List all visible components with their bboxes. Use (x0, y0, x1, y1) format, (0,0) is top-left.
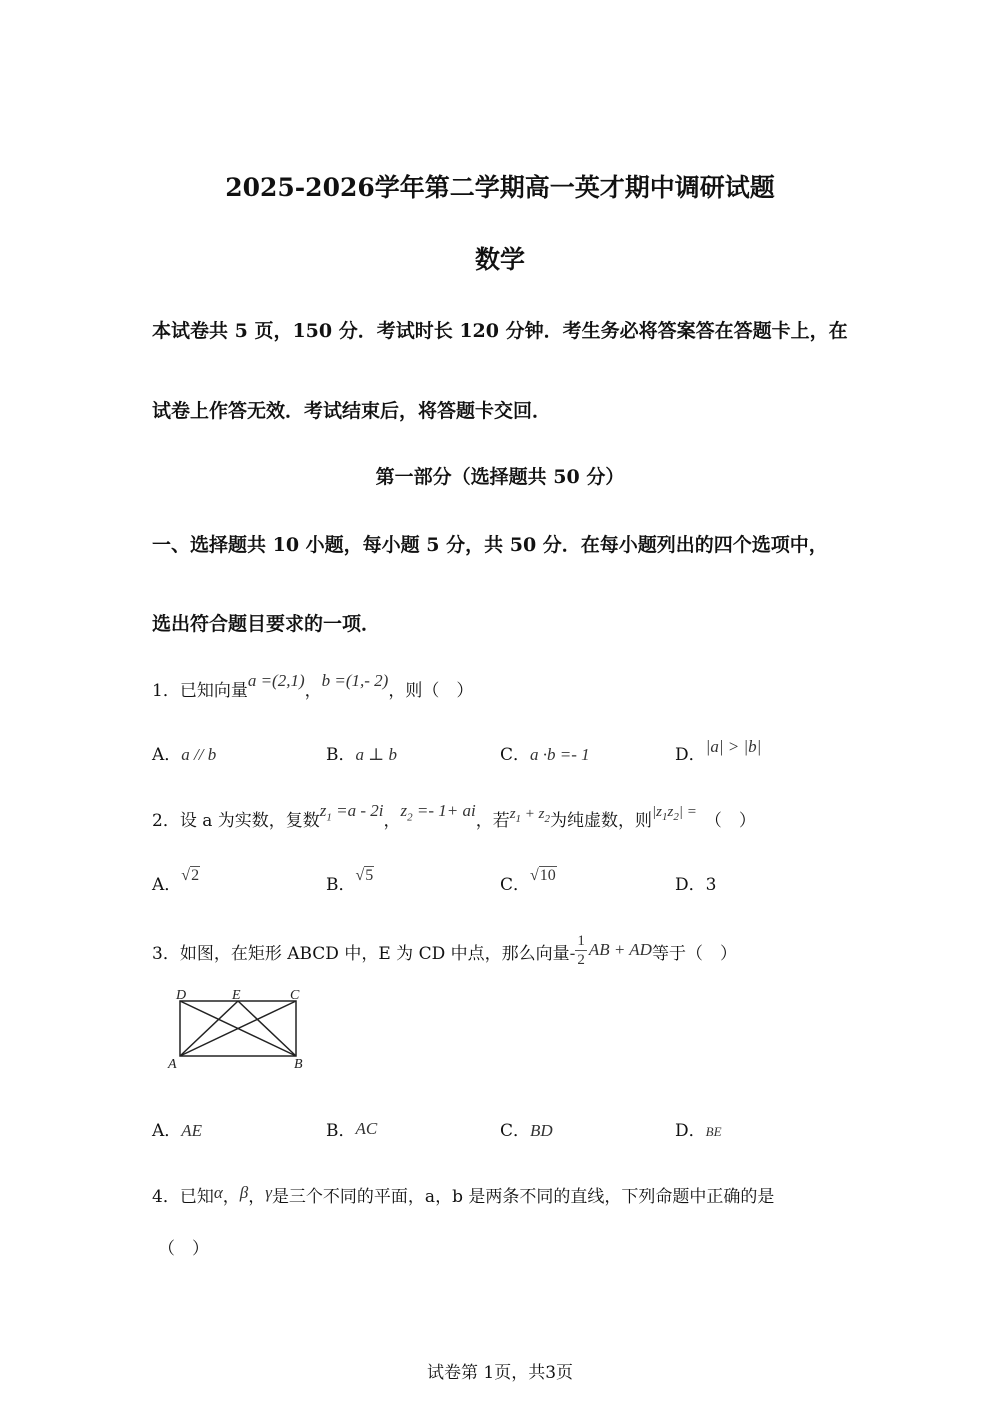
option-label: C． (500, 1121, 531, 1141)
option-text: 5 (365, 867, 374, 884)
page-footer: 试卷第 1页，共3页 (426, 1363, 574, 1383)
option-label: B． (326, 745, 356, 765)
q3-option-d[interactable] (675, 1116, 722, 1141)
q1-comma: ， (304, 681, 322, 701)
label-e: E (232, 988, 241, 1003)
label-b: B (294, 1057, 303, 1072)
intro-line-2: 试卷上作答无效．考试结束后，将答题卡交回． (152, 400, 552, 422)
q2-suffix: （ ） (704, 811, 756, 831)
q2-z1: $z_1 =a - 2i$ (319, 801, 384, 824)
question-4: 4．已知α，β，γ是三个不同的平面，a，b 是两条不同的直线，下列命题中正确的是 (152, 1183, 775, 1207)
sqrt-expression: √2 (181, 867, 200, 884)
q1-vector-b: b =(1,- 2) (321, 671, 389, 690)
option-text: |a| > |b| (705, 737, 762, 756)
section-instructions-1: 一、选择题共 10 小题，每小题 5 分，共 50 分．在每小题列出的四个选项中， (152, 534, 828, 556)
q3-fraction (575, 932, 587, 969)
q2-option-d[interactable] (675, 870, 716, 895)
question-3: 3．如图，在矩形 ABCD 中，E 为 CD 中点，那么向量- $\frac{1}{2}$ AB + AD等于（ ） (152, 933, 737, 968)
option-text: 10 (539, 867, 556, 884)
q4-text: 是三个不同的平面，a，b 是两条不同的直线，下列命题中正确的是 (271, 1187, 775, 1207)
q1-option-b[interactable] (326, 740, 397, 765)
q3-vector-expression: AB + AD (588, 940, 652, 959)
q1-vector-a: a =(2,1) (247, 671, 305, 690)
q2-z2: $z_2 =- 1+$ ai (400, 801, 476, 824)
q2-option-b[interactable] (326, 867, 374, 895)
q1-option-a[interactable] (152, 740, 216, 765)
q4-alpha: α (213, 1183, 223, 1202)
segment-be (238, 1001, 296, 1056)
q1-option-c[interactable] (500, 740, 590, 765)
q2-modulus: $|z_1z_2|$ = (652, 804, 697, 823)
intro-line-1: 本试卷共 5 页，150 分．考试时长 120 分钟．考生务必将答案答在答题卡上，在 (152, 320, 848, 342)
option-label: C． (500, 745, 531, 765)
q4-beta: β (239, 1183, 249, 1202)
q4-gamma: γ (265, 1183, 272, 1202)
q2-sum-value: + z (524, 806, 545, 822)
option-label: A． (152, 875, 182, 895)
q2-mid: ，若 (475, 811, 510, 831)
q3-option-a[interactable] (152, 1116, 202, 1141)
option-label: B． (326, 1121, 356, 1141)
q2-prefix: 2．设 a 为实数，复数 (152, 811, 320, 831)
q4-prefix: 4．已知 (152, 1187, 214, 1207)
q4-bracket: （ ） (158, 1239, 209, 1259)
section-instructions-2: 选出符合题目要求的一项． (152, 613, 381, 635)
q3-suffix: 等于（ ） (651, 944, 737, 964)
option-label: B． (326, 875, 356, 895)
q2-z1-value: =a - 2i (336, 801, 384, 820)
option-label: D． (675, 875, 706, 895)
q2-option-c[interactable] (500, 867, 557, 895)
fraction-numerator: 1 (577, 933, 585, 949)
exam-subject: 数学 (474, 245, 525, 274)
sqrt-expression: √10 (530, 867, 556, 884)
q3-prefix: 3．如图，在矩形 ABCD 中，E 为 CD 中点，那么向量 (152, 944, 570, 964)
label-c: C (290, 988, 300, 1003)
option-text: a ·b =- 1 (530, 745, 590, 764)
q3-option-b[interactable] (326, 1116, 377, 1141)
q3-option-c[interactable] (500, 1116, 553, 1141)
q2-z2-value: =- 1+ ai (416, 801, 476, 820)
option-text: a // b (181, 745, 217, 764)
option-label: D． (675, 1121, 706, 1141)
q2-comma: ， (383, 811, 401, 831)
question-2 (152, 801, 756, 833)
option-label: A． (152, 1121, 182, 1141)
option-text: BE (705, 1124, 722, 1139)
question-1 (152, 671, 474, 701)
rectangle-figure (160, 985, 320, 1075)
exam-title: 2025-2026学年第二学期高一英才期中调研试题 (225, 173, 775, 202)
option-text: 3 (705, 875, 717, 895)
option-text: 2 (191, 867, 200, 884)
option-text: AC (355, 1119, 378, 1138)
option-label: C． (500, 875, 531, 895)
segment-ae (180, 1001, 238, 1056)
q1-suffix: ，则（ ） (388, 681, 474, 701)
q2-mid2: 为纯虚数，则 (550, 811, 653, 831)
label-d: D (176, 988, 187, 1003)
option-text: AE (181, 1121, 203, 1140)
q2-sum: $z_1 + z_2$ (509, 806, 551, 825)
option-label: D． (675, 745, 706, 765)
part1-heading: 第一部分（选择题共 50 分） (375, 466, 625, 488)
label-a: A (168, 1057, 177, 1072)
option-label: A． (152, 745, 182, 765)
option-text: a ⊥ b (355, 745, 397, 764)
q2-option-a[interactable] (152, 867, 200, 895)
fraction-denominator: 2 (577, 952, 585, 968)
sqrt-expression: √5 (355, 867, 374, 884)
q1-option-d[interactable] (675, 737, 762, 765)
option-text: BD (530, 1121, 553, 1140)
q1-prefix: 1．已知向量 (152, 681, 248, 701)
